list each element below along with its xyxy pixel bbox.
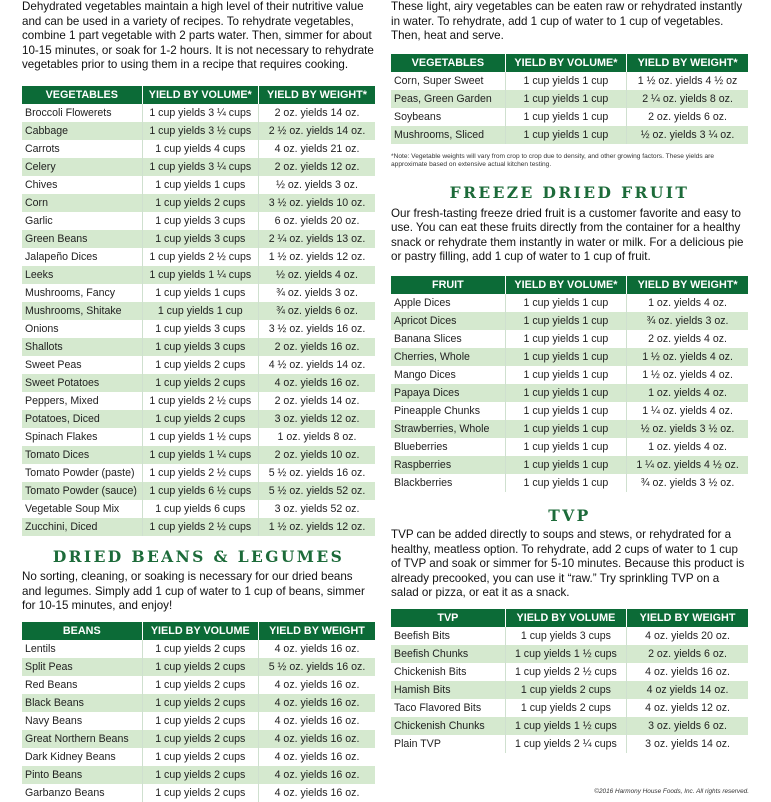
table-cell: 1 ¼ oz. yields 4 ½ oz. [627,456,748,474]
table-cell: Zucchini, Diced [22,518,142,536]
table-cell: Carrots [25,142,60,155]
table-cell: Garlic [25,214,53,227]
table-row [22,122,375,140]
vegetables-intro: Dehydrated vegetables maintain a high level of their nutritive value and can be used in a variety of recipes. To rehydrate vegetables, combine 1 part vegetable with 2 parts water. Then, simmer for about 10-15 minutes, or soak for 1-2 hours. It is not necessary to rehydrate vegetables prior to using them in a recipe that requires cooking. [22,0,374,72]
table-cell: 1 cup yields 2 cups [505,681,626,699]
right-column [391,0,748,753]
column-header: TVP [391,609,505,627]
table-row [22,320,375,338]
table-cell: 1 cup yields 1 cup [505,384,626,402]
table-cell: Banana Slices [394,332,462,345]
table-row [22,338,375,356]
table-row [391,366,748,384]
table-cell: Mushrooms, Sliced [391,126,505,144]
table-cell: Chives [25,178,58,191]
table-cell: ¾ oz. yields 3 ½ oz. [627,474,748,492]
table-cell: 1 cup yields 1 cup [505,312,626,330]
table-cell: 4 oz. yields 16 oz. [259,712,376,730]
table-cell: 4 ½ oz. yields 14 oz. [259,356,376,374]
table-cell: ½ oz. yields 3 ½ oz. [627,420,748,438]
table-cell: Sweet Potatoes [22,374,142,392]
table-row [391,627,748,645]
table-cell: Leeks [22,266,142,284]
table-row [22,766,375,784]
table-row [22,248,375,266]
table-cell: Hamish Bits [391,681,505,699]
table-cell: 2 oz. yields 14 oz. [259,104,376,122]
table-cell: 4 oz. yields 16 oz. [259,730,376,748]
beans-intro: No sorting, cleaning, or soaking is necessary for our dried beans and legumes. Simply add 1 cup of water to 1 cup of beans, simmer for 10-15 minutes, and enjoy! [22,569,365,613]
table-row [391,402,748,420]
table-row [391,645,748,663]
table-cell: 1 cup yields 3 cups [142,338,258,356]
table-row [22,518,375,536]
table-header-row [391,54,748,72]
table-row [391,348,748,366]
table-cell: Broccoli Flowerets [25,106,112,119]
column-header: YIELD BY WEIGHT* [627,54,748,72]
table-cell: Shallots [22,338,142,356]
tvp-section-title: TVP [548,505,591,525]
table-cell: 1 cup yields 6 cups [142,500,258,518]
table-cell: 1 cup yields 6 ½ cups [142,482,258,500]
table-cell: 2 oz. yields 14 oz. [259,392,376,410]
leafy-vegetables-intro: These light, airy vegetables can be eaten raw or rehydrated instantly in water. To rehydrate, add 1 cup of water to 1 cup of vegetables. Then, heat and serve. [391,0,743,43]
table-row [391,663,748,681]
beans-table [22,622,375,802]
table-cell: 1 cup yields 2 cups [142,194,258,212]
table-cell: 1 cup yields 1 cup [505,108,626,126]
table-cell: ¾ oz. yields 3 oz. [627,312,748,330]
table-header-row [22,622,375,640]
tvp-intro: TVP can be added directly to soups and stews, or rehydrated for a healthy, meatless option. To rehydrate, add 2 cups of water to 1 cup of TVP and soak or simmer for 5-10 minutes. Because this product is already precooked, you can use it “raw.” Try sprinkling TVP on a salad or pizza, or eat it as a snack. [391,527,745,600]
table-cell: 3 oz. yields 6 oz. [627,717,748,735]
table-cell: Beefish Chunks [391,645,505,663]
table-cell: Split Peas [22,658,142,676]
column-header: VEGETABLES [22,86,142,104]
table-cell: 1 ¼ oz. yields 4 oz. [627,402,748,420]
table-header-row [22,86,375,104]
table-cell: Cherries, Whole [391,348,505,366]
table-row [22,374,375,392]
table-cell: Sweet Peas [25,358,82,371]
table-cell: ¾ oz. yields 3 oz. [259,284,376,302]
table-row [22,104,375,122]
table-cell: 1 cup yields 3 ¼ cups [142,158,258,176]
vegetables-table [22,86,375,536]
table-cell: 1 cup yields 2 cups [142,410,258,428]
column-header: YIELD BY WEIGHT [259,622,376,640]
table-cell: 4 oz. yields 16 oz. [627,663,748,681]
table-cell: 1 cup yields 1 cup [505,330,626,348]
table-row [391,108,748,126]
table-cell: 4 oz. yields 16 oz. [259,748,376,766]
table-cell: 1 cup yields 3 ¼ cups [142,104,258,122]
table-cell: 1 cup yields 1 cup [505,402,626,420]
table-row [391,699,748,717]
column-header: FRUIT [391,276,505,294]
table-cell: 1 oz. yields 8 oz. [259,428,376,446]
table-cell: ½ oz. yields 4 oz. [259,266,376,284]
table-cell: 4 oz yields 14 oz. [627,681,748,699]
table-cell: Lentils [25,642,56,655]
table-cell: 1 cup yields 1 cup [505,90,626,108]
table-row [22,410,375,428]
table-cell: Apricot Dices [391,312,505,330]
table-cell: 1 cup yields 3 cups [142,212,258,230]
column-header: YIELD BY VOLUME* [505,276,626,294]
table-cell: 1 cup yields 1 cup [505,294,626,312]
table-row [22,482,375,500]
left-column [22,0,375,802]
column-header: YIELD BY WEIGHT* [259,86,376,104]
table-cell: 1 cup yields 2 ½ cups [142,464,258,482]
table-cell: Peas, Green Garden [391,90,505,108]
table-cell: 2 oz. yields 12 oz. [259,158,376,176]
column-header: YIELD BY VOLUME [505,609,626,627]
table-cell: 3 oz. yields 12 oz. [259,410,376,428]
table-cell: 1 cup yields 1 ½ cups [505,717,626,735]
table-header-row [391,609,748,627]
table-row [391,456,748,474]
tvp-table [391,609,748,753]
table-cell: 2 oz. yields 4 oz. [627,330,748,348]
table-cell: Mushrooms, Fancy [25,286,116,299]
table-cell: Tomato Dices [22,446,142,464]
table-cell: 1 cup yields 3 cups [142,320,258,338]
table-cell: 4 oz. yields 16 oz. [259,640,376,658]
table-row [22,212,375,230]
table-cell: ½ oz. yields 3 oz. [259,176,376,194]
column-header: YIELD BY VOLUME* [505,54,626,72]
table-cell: 1 cup yields 2 ¼ cups [505,735,626,753]
table-row [22,730,375,748]
table-row [391,474,748,492]
column-header: YIELD BY WEIGHT* [627,276,748,294]
table-cell: Onions [25,322,59,335]
table-cell: Mushrooms, Shitake [22,302,142,320]
table-cell: 1 cup yields 1 cup [505,438,626,456]
table-cell: Taco Flavored Bits [394,701,482,714]
table-cell: 1 cup yields 2 cups [142,356,258,374]
table-cell: 1 ½ oz. yields 12 oz. [259,518,376,536]
table-cell: 2 oz. yields 16 oz. [259,338,376,356]
table-cell: 1 cup yields 2 cups [142,676,258,694]
table-cell: 1 cup yields 1 cup [505,348,626,366]
copyright-notice: ©2016 Harmony House Foods, Inc. All rights reserved. [594,788,749,795]
table-cell: 4 oz. yields 16 oz. [259,374,376,392]
table-cell: Pineapple Chunks [394,404,480,417]
table-row [391,330,748,348]
table-cell: Cabbage [22,122,142,140]
table-cell: Chickenish Chunks [391,717,505,735]
table-cell: 1 cup yields 1 cup [505,72,626,90]
table-cell: Beefish Bits [394,629,450,642]
table-cell: Plain TVP [394,737,441,750]
table-cell: Potatoes, Diced [22,410,142,428]
table-row [22,392,375,410]
column-header: YIELD BY VOLUME* [142,86,258,104]
table-row [22,658,375,676]
table-cell: Tomato Powder (paste) [25,466,135,479]
table-row [391,90,748,108]
table-row [22,176,375,194]
table-cell: 1 cup yields 2 cups [142,748,258,766]
table-cell: Corn, Super Sweet [394,74,484,87]
table-cell: 1 cup yields 1 cups [142,284,258,302]
table-cell: 1 oz. yields 4 oz. [627,384,748,402]
table-cell: 4 oz. yields 16 oz. [259,676,376,694]
vegetable-weight-note: *Note: Vegetable weights will vary from crop to crop due to density, and other growing factors. These yields are approximate based on extensive actual kitchen testing. [391,152,715,169]
table-cell: 1 cup yields 2 cups [142,766,258,784]
table-cell: Strawberries, Whole [391,420,505,438]
table-cell: 4 oz. yields 12 oz. [627,699,748,717]
column-header: YIELD BY VOLUME [142,622,258,640]
table-cell: 2 ½ oz. yields 14 oz. [259,122,376,140]
table-row [22,428,375,446]
table-cell: 4 oz. yields 20 oz. [627,627,748,645]
table-cell: 1 ½ oz. yields 4 oz. [627,348,748,366]
fruit-section-title: FREEZE DRIED FRUIT [449,182,690,202]
table-row [22,784,375,802]
table-cell: 1 ½ oz. yields 4 ½ oz [627,72,748,90]
table-cell: 2 ¼ oz. yields 13 oz. [259,230,376,248]
table-row [22,230,375,248]
table-cell: 1 cup yields 2 ½ cups [142,392,258,410]
table-row [391,72,748,90]
table-cell: 1 cup yields 1 cup [505,126,626,144]
table-row [22,194,375,212]
table-row [22,694,375,712]
table-cell: ¾ oz. yields 6 oz. [259,302,376,320]
table-cell: Great Northern Beans [22,730,142,748]
table-row [22,640,375,658]
table-cell: 5 ½ oz. yields 16 oz. [259,464,376,482]
table-row [22,500,375,518]
table-row [22,302,375,320]
table-cell: 1 cup yields 1 ½ cups [505,645,626,663]
table-cell: 6 oz. yields 20 oz. [259,212,376,230]
table-cell: 1 cup yields 1 cup [505,420,626,438]
table-cell: Corn [22,194,142,212]
table-row [22,284,375,302]
table-cell: 1 cup yields 1 ½ cups [142,428,258,446]
table-cell: 4 oz. yields 21 oz. [259,140,376,158]
table-cell: 5 ½ oz. yields 52 oz. [259,482,376,500]
table-cell: 1 cup yields 2 ½ cups [142,248,258,266]
table-cell: 4 oz. yields 16 oz. [259,784,376,802]
table-cell: 1 cup yields 2 cups [142,730,258,748]
table-cell: Garbanzo Beans [25,786,105,799]
table-row [391,384,748,402]
table-cell: Navy Beans [25,714,83,727]
table-cell: 4 oz. yields 16 oz. [259,694,376,712]
table-row [391,438,748,456]
table-cell: Raspberries [391,456,505,474]
table-cell: 1 cup yields 2 cups [142,640,258,658]
table-cell: Peppers, Mixed [25,394,99,407]
table-row [22,356,375,374]
table-cell: Black Beans [22,694,142,712]
table-cell: Jalapeño Dices [25,250,98,263]
fruit-intro: Our fresh-tasting freeze dried fruit is a customer favorite and easy to use. You can eat these fruits directly from the container for a healthy snack or rehydrate them instantly in water or milk. For a delicious pie or pastry filling, add 1 cup of water to 1 cup of fruit. [391,206,744,264]
table-cell: 1 cup yields 2 cups [142,694,258,712]
table-cell: 1 oz. yields 4 oz. [627,438,748,456]
table-cell: Apple Dices [394,296,451,309]
table-cell: 1 cup yields 1 ¼ cups [142,266,258,284]
table-row [22,266,375,284]
table-cell: Pinto Beans [22,766,142,784]
table-cell: Celery [22,158,142,176]
table-cell: 3 oz. yields 14 oz. [627,735,748,753]
table-cell: 1 cup yields 1 cup [505,366,626,384]
table-cell: Blueberries [394,440,448,453]
table-row [391,420,748,438]
table-cell: 1 cup yields 1 ¼ cups [142,446,258,464]
table-cell: 1 cup yields 1 cup [142,302,258,320]
table-row [391,312,748,330]
beans-section-title: DRIED BEANS & LEGUMES [52,546,345,566]
leafy-vegetables-table [391,54,748,144]
table-cell: 3 ½ oz. yields 16 oz. [259,320,376,338]
table-cell: Soybeans [394,110,442,123]
table-row [22,712,375,730]
table-cell: 3 ½ oz. yields 10 oz. [259,194,376,212]
table-cell: 1 cup yields 2 cups [505,699,626,717]
table-row [391,735,748,753]
table-cell: Tomato Powder (sauce) [22,482,142,500]
table-cell: 5 ½ oz. yields 16 oz. [259,658,376,676]
table-cell: 1 cup yields 1 cup [505,474,626,492]
table-cell: Blackberries [394,476,453,489]
table-cell: 1 cup yields 1 cups [142,176,258,194]
table-cell: 1 ½ oz. yields 12 oz. [259,248,376,266]
column-header: VEGETABLES [391,54,505,72]
table-row [22,140,375,158]
table-row [22,464,375,482]
table-cell: 2 oz. yields 6 oz. [627,645,748,663]
table-cell: Red Beans [25,678,78,691]
table-cell: 1 cup yields 3 cups [505,627,626,645]
table-cell: 1 cup yields 2 ½ cups [505,663,626,681]
table-cell: Spinach Flakes [25,430,98,443]
table-cell: ½ oz. yields 3 ¼ oz. [627,126,748,144]
table-cell: Chickenish Bits [394,665,467,678]
table-row [22,158,375,176]
fruit-table [391,276,748,492]
column-header: BEANS [22,622,142,640]
table-cell: 1 cup yields 4 cups [142,140,258,158]
table-row [391,126,748,144]
table-cell: 1 cup yields 2 cups [142,712,258,730]
table-cell: 1 cup yields 3 ½ cups [142,122,258,140]
table-header-row [391,276,748,294]
table-cell: 1 cup yields 2 cups [142,784,258,802]
table-cell: 3 oz. yields 52 oz. [259,500,376,518]
table-cell: Green Beans [22,230,142,248]
table-cell: 1 cup yields 1 cup [505,456,626,474]
table-row [22,446,375,464]
table-cell: 1 ½ oz. yields 4 oz. [627,366,748,384]
table-cell: 1 oz. yields 4 oz. [627,294,748,312]
table-row [391,717,748,735]
column-header: YIELD BY WEIGHT [627,609,748,627]
table-cell: 1 cup yields 3 cups [142,230,258,248]
table-cell: 2 oz. yields 6 oz. [627,108,748,126]
table-cell: Papaya Dices [391,384,505,402]
table-cell: 1 cup yields 2 ½ cups [142,518,258,536]
table-cell: 2 ¼ oz. yields 8 oz. [627,90,748,108]
table-cell: 4 oz. yields 16 oz. [259,766,376,784]
table-cell: Mango Dices [394,368,456,381]
table-cell: 2 oz. yields 10 oz. [259,446,376,464]
table-cell: Dark Kidney Beans [25,750,116,763]
table-row [22,748,375,766]
table-cell: 1 cup yields 2 cups [142,658,258,676]
table-row [391,294,748,312]
table-cell: Vegetable Soup Mix [25,502,120,515]
table-row [391,681,748,699]
table-cell: 1 cup yields 2 cups [142,374,258,392]
table-row [22,676,375,694]
